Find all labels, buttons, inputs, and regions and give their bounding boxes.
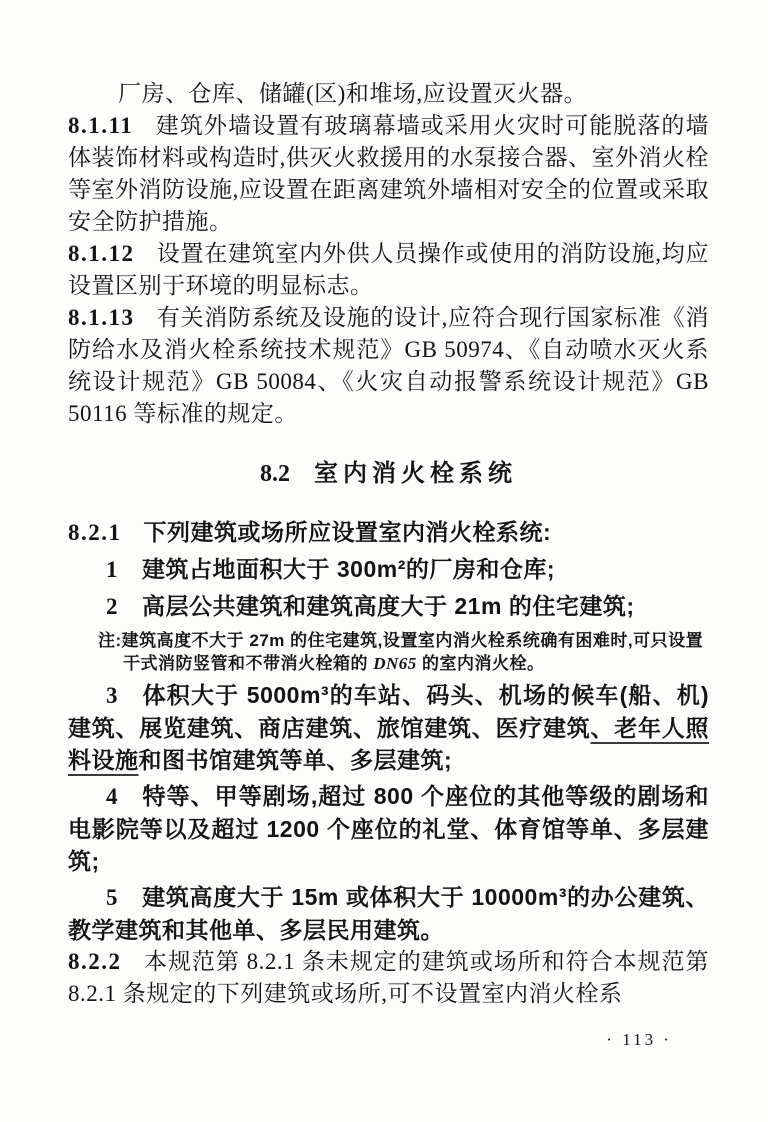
list-item-3	[68, 679, 709, 776]
note-line	[98, 652, 709, 675]
document-body	[68, 78, 709, 1010]
clause-8-2-2	[68, 946, 709, 1010]
clause-number: 8.1.11	[68, 113, 134, 138]
clause-8-1-12	[68, 238, 709, 302]
clause-number: 8.2.2	[68, 949, 122, 974]
clause-text: 设置在建筑室内外供人员操作或使用的消防设施,均应设置区别于环境的明显标志。	[68, 241, 709, 298]
item-number: 1	[106, 557, 118, 582]
item-text: 和图书馆建筑等单、多层建筑;	[138, 747, 453, 773]
clause-number: 8.1.12	[68, 241, 135, 266]
list-item-4	[68, 780, 709, 877]
clause-note	[98, 629, 709, 675]
item-text: 建筑占地面积大于 300m²的厂房和仓库;	[142, 556, 556, 582]
clause-text: 本规范第 8.2.1 条未规定的建筑或场所和符合本规范第 8.2.1 条规定的下列建筑或场所,可不设置室内消火栓系	[68, 949, 709, 1006]
note-text: 的室内消火栓。	[416, 654, 545, 673]
clause-8-1-13	[68, 302, 709, 430]
item-text: 建筑高度大于 15m 或体积大于 10000m³的办公建筑、教学建筑和其他单、多层民用建筑。	[68, 884, 709, 943]
list-item-5	[68, 881, 709, 946]
item-text: 体积大于 5000m³的车站、码头、机场的候车(船、机)建筑、展览建筑、商店建筑、旅馆建筑、医疗建筑	[68, 682, 709, 741]
section-number: 8.2	[260, 461, 290, 487]
note-text: 干式消防竖管和不带消火栓箱的	[123, 654, 374, 673]
clause-text: 建筑外墙设置有玻璃幕墙或采用火灾时可能脱落的墙体装饰材料或构造时,供灭火救援用的水泵接合器、室外消火栓等室外消防设施,应设置在距离建筑外墙相对安全的位置或采取安全防护措施。	[68, 113, 709, 234]
clause-text: 下列建筑或场所应设置室内消火栓系统:	[143, 519, 552, 545]
item-text: 高层公共建筑和建筑高度大于 21m 的住宅建筑;	[142, 593, 635, 619]
section-title: 室内消火栓系统	[314, 460, 517, 487]
item-number: 2	[106, 594, 118, 619]
clause-text: 有关消防系统及设施的设计,应符合现行国家标准《消防给水及消火栓系统技术规范》GB 50974、《自动喷水灭火系统设计规范》GB 50084、《火灾自动报警系统设计规范》GB 50116 等标准的规定。	[68, 305, 709, 426]
clause-8-2-1	[68, 516, 709, 549]
item-number: 3	[106, 683, 118, 708]
clause-number: 8.2.1	[68, 520, 122, 545]
item-number: 4	[106, 784, 118, 809]
pipe-diameter-code: DN65	[373, 654, 417, 673]
list-item-2	[68, 590, 709, 623]
revision-underlined-text: 、老年人照料设施	[68, 715, 709, 773]
clause-8-1-11	[68, 110, 709, 238]
note-line: 注:建筑高度不大于 27m 的住宅建筑,设置室内消火栓系统确有困难时,可只设置	[98, 631, 704, 650]
list-item-1	[68, 553, 709, 586]
item-text: 特等、甲等剧场,超过 800 个座位的其他等级的剧场和电影院等以及超过 1200 个座位的礼堂、体育馆等单、多层建筑;	[68, 783, 709, 874]
clause-number: 8.1.13	[68, 305, 135, 330]
paragraph-continuation: 厂房、仓库、储罐(区)和堆场,应设置灭火器。	[118, 81, 588, 106]
section-heading	[68, 458, 709, 490]
item-number: 5	[106, 885, 118, 910]
page-number: · 113 ·	[606, 1030, 672, 1049]
